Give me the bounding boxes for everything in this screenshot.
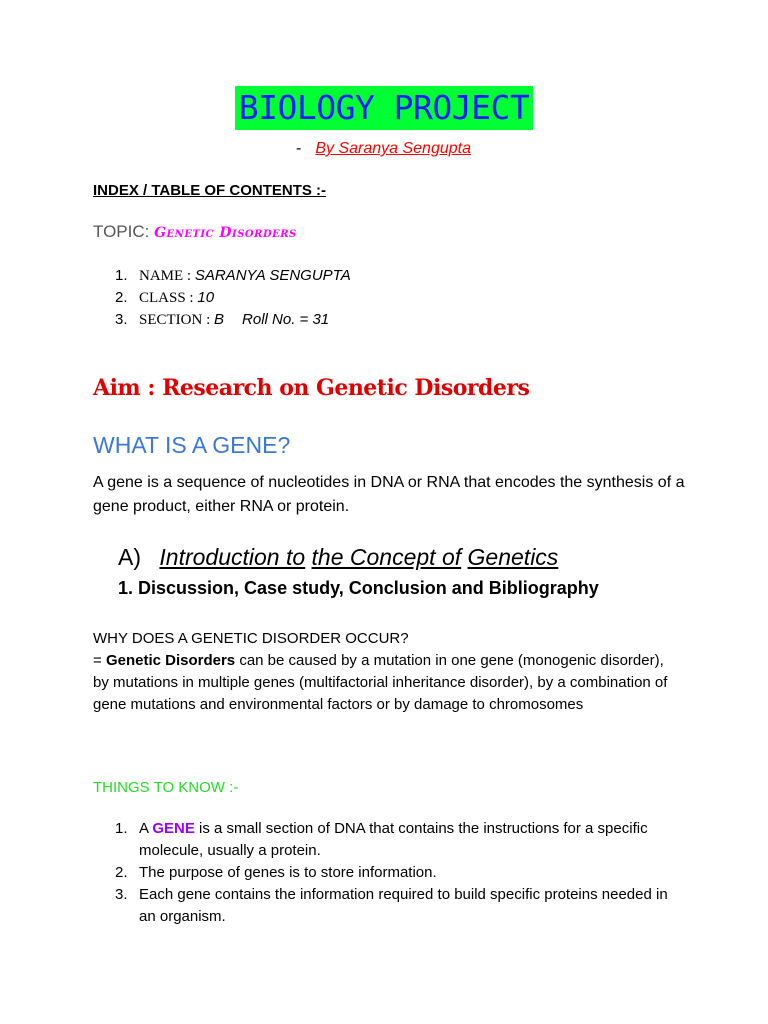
list-number: 3. <box>115 311 128 328</box>
intro-part2: the Concept of <box>311 544 462 570</box>
byline-dash: - <box>296 140 302 157</box>
intro-heading <box>118 541 558 573</box>
answer-text: can be caused by a mutation in one gene (monogenic disorder), by mutations in multiple genes (multifactorial inheritance disorder), by a combination of gene mutations and environmental factors or by damage to chromosomes <box>93 652 668 713</box>
detail-key: CLASS : <box>139 290 198 306</box>
list-text: Each gene contains the information required to build specific proteins needed in an organism. <box>139 886 668 925</box>
intro-subheading: 1. Discussion, Case study, Conclusion and Bibliography <box>118 578 599 598</box>
list-item <box>115 309 351 331</box>
list-item <box>115 818 675 862</box>
list-number: 2. <box>115 289 128 306</box>
answer-prefix: = <box>93 652 106 669</box>
gene-heading: WHAT IS A GENE? <box>93 432 291 458</box>
title-container <box>0 86 768 130</box>
list-text <box>139 818 675 862</box>
disorder-question: WHY DOES A GENETIC DISORDER OCCUR? <box>93 630 409 647</box>
index-heading: INDEX / TABLE OF CONTENTS :- <box>93 182 327 199</box>
disorder-answer <box>93 650 683 716</box>
topic-label: TOPIC: <box>93 222 155 241</box>
things-heading: THINGS TO KNOW :- <box>93 779 239 796</box>
intro-letter: A) <box>118 544 141 570</box>
list-number: 1. <box>115 820 128 837</box>
detail-key: SECTION : <box>139 312 214 328</box>
list-item <box>115 265 351 287</box>
gene-definition: A gene is a sequence of nucleotides in DNA or RNA that encodes the synthesis of a gene product, either RNA or protein. <box>93 474 685 515</box>
list-text: The purpose of genes is to store information. <box>139 864 437 881</box>
list-number: 1. <box>115 267 128 284</box>
details-list <box>115 265 351 331</box>
byline <box>296 138 471 160</box>
list-item <box>115 862 675 884</box>
aim-heading: Aim : Research on Genetic Disorders <box>93 375 530 401</box>
gene-highlight: GENE <box>152 820 195 837</box>
list-number: 3. <box>115 886 128 903</box>
intro-part1: Introduction to <box>159 544 306 570</box>
author-name: By Saranya Sengupta <box>315 140 471 157</box>
topic-value: Genetic Disorders <box>154 225 297 241</box>
page-title: BIOLOGY PROJECT <box>235 86 534 130</box>
detail-value: B <box>214 311 225 328</box>
list-item <box>115 287 351 309</box>
roll-number: Roll No. = 31 <box>242 311 330 328</box>
detail-value: 10 <box>197 289 215 306</box>
list-number: 2. <box>115 864 128 881</box>
list-item <box>115 884 675 928</box>
intro-part3: Genetics <box>467 544 559 570</box>
item-rest: is a small section of DNA that contains the instructions for a specific molecule, usually a protein. <box>139 820 648 859</box>
detail-key: NAME : <box>139 268 195 284</box>
detail-value: SARANYA SENGUPTA <box>194 267 351 284</box>
topic-line <box>93 220 297 245</box>
item-prefix: A <box>139 820 153 837</box>
things-list <box>115 818 675 928</box>
answer-bold: Genetic Disorders <box>105 652 236 669</box>
